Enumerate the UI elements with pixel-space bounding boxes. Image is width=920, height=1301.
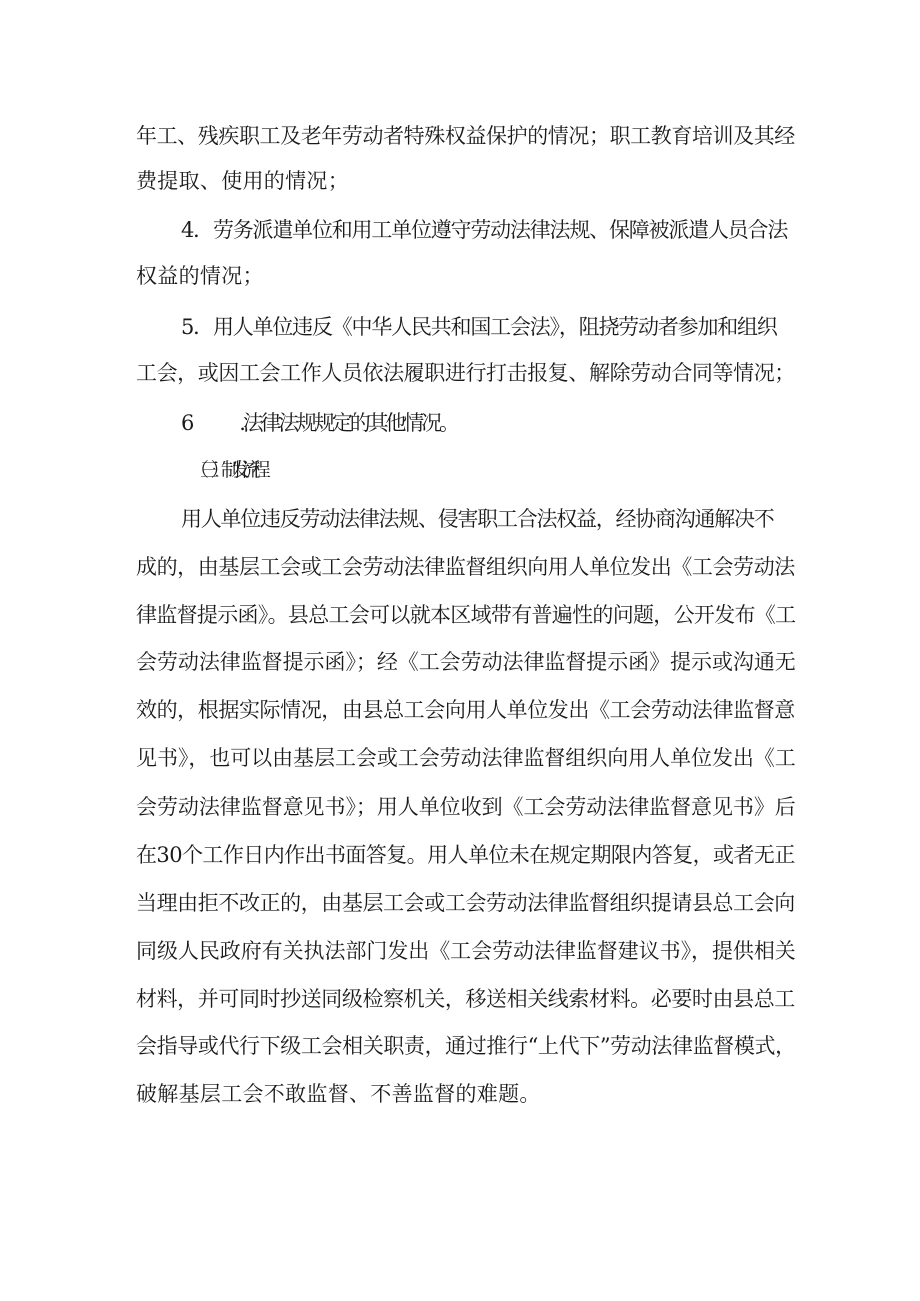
list-item-6 [181,409,841,437]
paragraph-line: 材料，并可同时抄送同级检察机关，移送相关线索材料。必要时由县总工 [136,987,795,1011]
paragraph-line: 见书》，也可以由基层工会或工会劳动法律监督组织向用人单位发出《工 [136,746,796,770]
list-number: 6 [181,411,192,435]
paragraph-line: 当理由拒不改正的，由基层工会或工会劳动法律监督组织提请县总工会向 [136,891,795,915]
paragraph-line: 同级人民政府有关执法部门发出《工会劳动法律监督建议书》，提供相关 [136,939,796,963]
paragraph-line: 费提取、使用的情况； [136,169,349,193]
paragraph-line: 在30个工作日内作出书面答复。用人单位未在规定期限内答复，或者无正 [136,843,795,867]
paragraph-line: 会指导或代行下级工会相关职责，通过推行“上代下”劳动法律监督模式， [136,1034,796,1058]
paragraph-line: 成的，由基层工会或工会劳动法律监督组织向用人单位发出《工会劳动法 [136,555,795,579]
section-heading: （三）制发流程 [190,459,263,481]
list-item-4: 4．劳务派遣单位和用工单位遵守劳动法律法规、保障被派遣人员合法 [181,218,788,242]
list-item-5: 5．用人单位违反《中华人民共和国工会法》，阻挠劳动者参加和组织 [181,315,777,339]
paragraph-line: 律监督提示函》。县总工会可以就本区域带有普遍性的问题，公开发布《工 [136,603,796,627]
paragraph-line: 用人单位违反劳动法律法规、侵害职工合法权益，经协商沟通解决不 [181,507,774,531]
paragraph-line: 破解基层工会不敢监督、不善监督的难题。 [136,1082,541,1106]
paragraph-line: 年工、残疾职工及老年劳动者特殊权益保护的情况；职工教育培训及其经 [136,124,795,148]
paragraph-line: 工会，或因工会工作人员依法履职进行打击报复、解除劳动合同等情况； [136,361,795,385]
paragraph-line: 会劳动法律监督意见书》；用人单位收到《工会劳动法律监督意见书》后 [136,795,796,819]
paragraph-line: 权益的情况； [136,264,264,288]
paragraph-line: 会劳动法律监督提示函》；经《工会劳动法律监督提示函》提示或沟通无 [136,650,796,674]
list-item-text: .法律法规规定的其他情况。 [239,411,457,435]
paragraph-line: 效的，根据实际情况，由县总工会向用人单位发出《工会劳动法律监督意 [136,698,795,722]
